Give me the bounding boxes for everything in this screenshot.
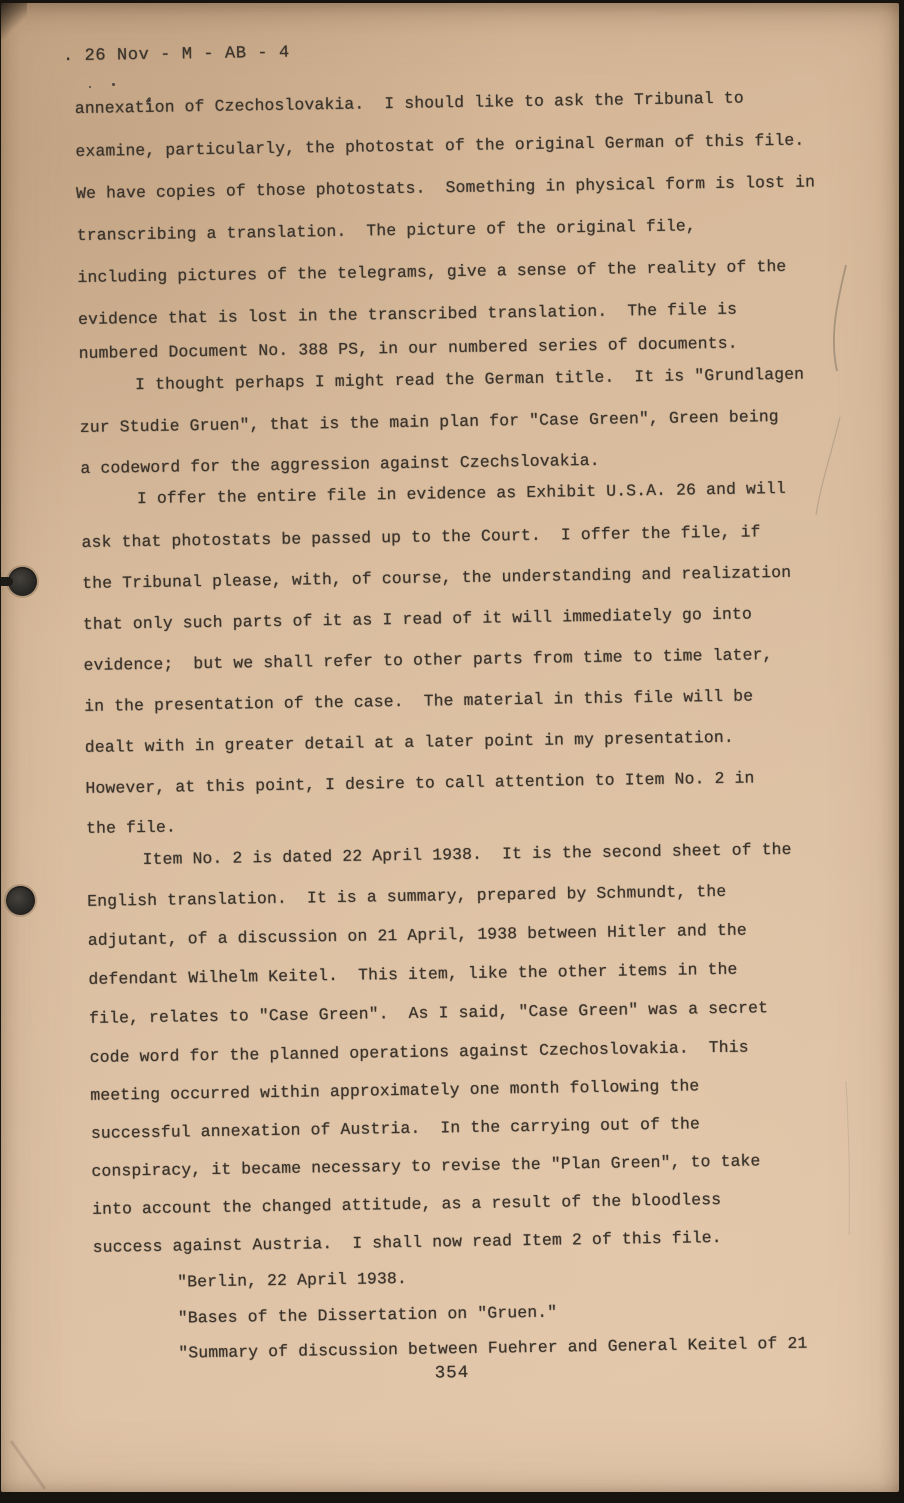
document-line: We have copies of those photostats. Something in physical form is lost in <box>75 172 816 203</box>
document-line: examine, particularly, the photostat of the original German of this file. <box>75 130 805 161</box>
document-line: However, at this point, I desire to call attention to Item No. 2 in <box>85 768 755 798</box>
document-line: numbered Document No. 388 PS, in our numbered series of documents. <box>78 333 738 363</box>
document-line: meeting occurred within approximately one month following the <box>90 1076 700 1105</box>
document-line: code word for the planned operations against Czechoslovakia. This <box>89 1037 749 1067</box>
document-line: English translation. It is a summary, prepared by Schmundt, the <box>87 881 727 911</box>
document-line: adjutant, of a discussion on 21 April, 1938 between Hitler and the <box>87 920 747 950</box>
document-line: file, relates to "Case Green". As I said, "Case Green" was a secret <box>88 998 769 1028</box>
document-line: in the presentation of the case. The material in this file will be <box>84 686 754 716</box>
document-line: including pictures of the telegrams, give a sense of the reality of the <box>77 256 787 287</box>
document-line: evidence that is lost in the transcribed translation. The file is <box>77 299 738 329</box>
document-line: zur Studie Gruen", that is the main plan for "Case Green", Green being <box>79 406 779 437</box>
document-line: ask that photostats be passed up to the Court. I offer the file, if <box>81 522 761 552</box>
document-line: that only such parts of it as I read of it will immediately go into <box>82 604 753 634</box>
document-line: "Bases of the Dissertation on "Gruen." <box>177 1302 558 1328</box>
typewritten-text-block <box>62 0 902 1503</box>
hole-punch-tear <box>1 577 13 586</box>
page-number: 354 <box>434 1362 470 1384</box>
document-line: annexation of Czechoslovakia. I should like to ask the Tribunal to <box>74 88 744 119</box>
document-line: "Berlin, 22 April 1938. <box>177 1268 408 1292</box>
document-line: success against Austria. I shall now read Item 2 of this file. <box>92 1227 722 1257</box>
document-line: I offer the entire file in evidence as Exhibit U.S.A. 26 and will <box>136 478 787 509</box>
document-line: defendant Wilhelm Keitel. This item, like the other items in the <box>88 959 738 989</box>
document-line: the file. <box>85 817 177 838</box>
page-header: . 26 Nov - M - AB - 4 <box>62 43 290 67</box>
document-line: I thought perhaps I might read the German title. It is "Grundlagen <box>134 364 805 395</box>
hole-punch-bottom <box>6 886 35 915</box>
document-line: into account the changed attitude, as a result of the bloodless <box>91 1189 722 1219</box>
document-line: transcribing a translation. The picture of the original file, <box>76 216 696 245</box>
document-line: successful annexation of Austria. In the carrying out of the <box>90 1114 701 1143</box>
document-line: evidence; but we shall refer to other parts from time to time later, <box>83 645 773 675</box>
document-page <box>1 3 899 1492</box>
document-line: a codeword for the aggression against Czechslovakia. <box>80 450 600 478</box>
document-line: "Summary of discussion between Fuehrer and General Keitel of 21 <box>178 1333 808 1363</box>
document-line: Item No. 2 is dated 22 April 1938. It is the second sheet of the <box>142 839 792 870</box>
document-line: conspiracy, it became necessary to revise the "Plan Green", to take <box>91 1151 761 1181</box>
document-line: the Tribunal please, with, of course, the understanding and realization <box>82 562 792 593</box>
document-line: dealt with in greater detail at a later point in my presentation. <box>84 727 734 757</box>
